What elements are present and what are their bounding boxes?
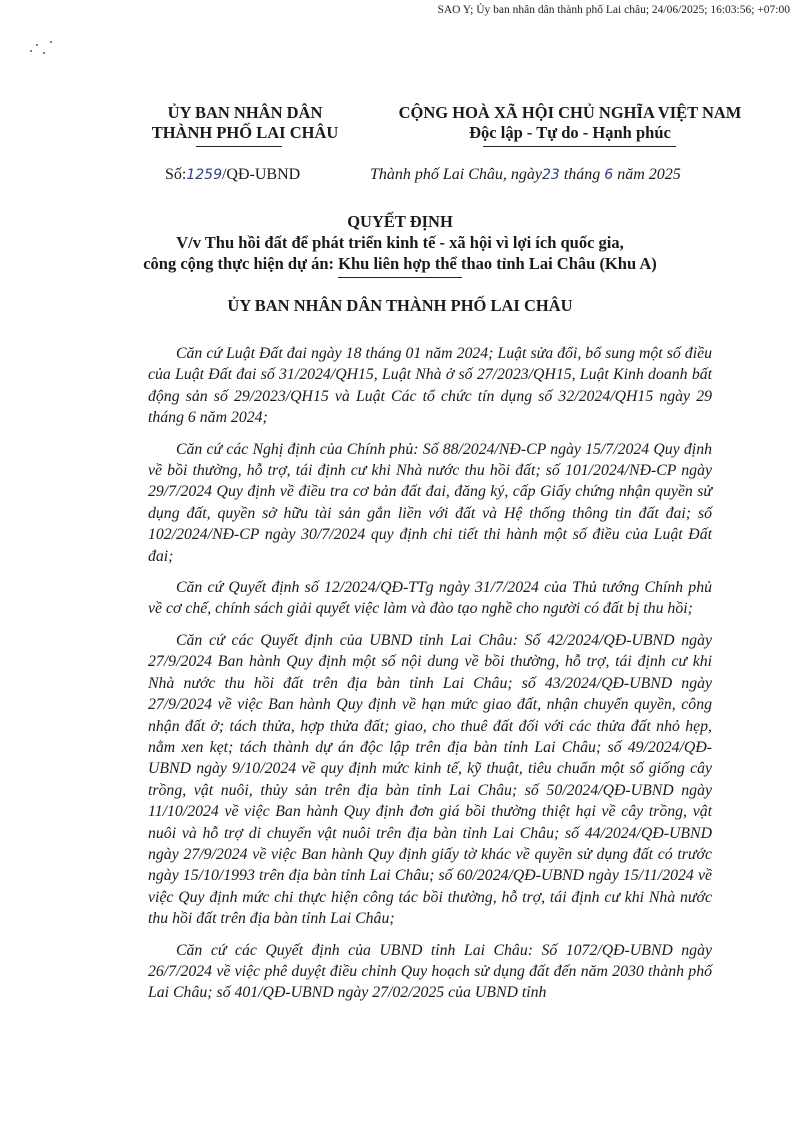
issuer-header [120,103,370,143]
national-header [360,103,780,143]
issuer-line2: THÀNH PHỐ LAI CHÂU [151,123,339,142]
month-label: tháng [563,166,601,183]
title-rule [338,277,462,278]
date-prefix: Thành phố Lai Châu, ngày [370,166,543,183]
document-date [370,166,681,184]
digital-copy-stamp: SAO Y; Ủy ban nhân dân thành phố Lai châu; 24/06/2025; 16:03:56; +07:00 [437,4,790,16]
legal-basis-paragraph: Căn cứ các Nghị định của Chính phủ: Số 88/2024/NĐ-CP ngày 15/7/2024 Quy định về bồi thường, hỗ trợ, tái định cư khi Nhà nước thu hồi đất; số 101/2024/NĐ-CP ngày 29/7/2024 Quy định về điều tra cơ bản đất đai, đăng ký, cấp Giấy chứng nhận quyền sử dụng đất, quyền sở hữu tài sản gắn liền với đất và Hệ thống thông tin đất đai; số 102/2024/NĐ-CP ngày 30/7/2024 quy định chi tiết thi hành một số điều của Luật Đất đai; [148,440,712,565]
document-subject-line1: V/v Thu hồi đất để phát triển kinh tế - xã hội vì lợi ích quốc gia, [176,233,624,252]
issuer-line1: ỦY BAN NHÂN DÂN [167,103,323,122]
issuer-underline [196,146,282,147]
nation-line1: CỘNG HOÀ XÃ HỘI CHỦ NGHĨA VIỆT NAM [398,103,742,122]
document-number [165,166,300,184]
doc-number-prefix: Số: [165,166,187,183]
document-subject-line2: công cộng thực hiện dự án: Khu liên hợp thể thao tỉnh Lai Châu (Khu A) [143,254,657,273]
handwritten-day: 23 [542,167,560,183]
document-title: QUYẾT ĐỊNH [347,212,453,231]
issuing-authority: ỦY BAN NHÂN DÂN THÀNH PHỐ LAI CHÂU [227,296,573,315]
legal-basis-paragraph: Căn cứ Quyết định số 12/2024/QĐ-TTg ngày 31/7/2024 của Thủ tướng Chính phủ về cơ chế, chính sách giải quyết việc làm và đào tạo nghề cho người có đất bị thu hồi; [148,579,712,618]
handwritten-month: 6 [604,167,614,183]
scan-speckles [28,38,58,58]
nation-motto: Độc lập - Tự do - Hạnh phúc [469,123,671,142]
doc-number-suffix: /QĐ-UBND [221,166,301,183]
year-label: năm 2025 [617,166,681,183]
legal-basis-paragraph: Căn cứ Luật Đất đai ngày 18 tháng 01 năm 2024; Luật sửa đổi, bổ sung một số điều của Luật Đất đai số 31/2024/QH15, Luật Nhà ở số 27/2023/QH15, Luật Kinh doanh bất động sản số 29/2023/QH15 và Luật Các tổ chức tín dụng số 32/2024/QH15 ngày 29 tháng 6 năm 2024; [148,345,712,427]
motto-underline [483,146,676,147]
document-body [148,343,712,1014]
legal-basis-paragraph: Căn cứ các Quyết định của UBND tỉnh Lai Châu: Số 42/2024/QĐ-UBND ngày 27/9/2024 Ban hành Quy định một số nội dung về bồi thường, hỗ trợ, tái định cư khi Nhà nước thu hồi đất trên địa bàn tỉnh Lai Châu; số 43/2024/QĐ-UBND ngày 27/9/2024 về việc Ban hành Quy định về hạn mức giao đất, nhận chuyển quyền, công nhận đất ở; tách thửa, hợp thửa đất; giao, cho thuê đất đối với các thửa đất nhỏ hẹp, nằm xen kẹt; tách thành dự án độc lập trên địa bàn tỉnh Lai Châu; số 49/2024/QĐ-UBND ngày 9/10/2024 về quy định mức kinh tế, kỹ thuật, tiêu chuẩn một số giống cây trồng, vật nuôi, thủy sản trên địa bàn tỉnh Lai Châu; số 50/2024/QĐ-UBND ngày 11/10/2024 về việc Ban hành Quy định đơn giá bồi thường thiệt hại về cây trồng, vật nuôi và hỗ trợ di chuyển vật nuôi trên địa bàn tỉnh Lai Châu; số 44/2024/QĐ-UBND ngày 27/9/2024 về việc Ban hành Quy định giấy tờ khác về quyền sử dụng đất có trước ngày 15/10/1993 trên địa bàn tỉnh Lai Châu; số 60/2024/QĐ-UBND ngày 15/11/2024 về việc Quy định mức chi thực hiện công tác bồi thường, hỗ trợ, tái định cư khi Nhà nước thu hồi đất trên địa bàn tỉnh Lai Châu; [148,631,712,928]
handwritten-number: 1259 [186,167,222,183]
legal-basis-paragraph: Căn cứ các Quyết định của UBND tỉnh Lai Châu: Số 1072/QĐ-UBND ngày 26/7/2024 về việc phê duyệt điều chỉnh Quy hoạch sử dụng đất đến năm 2030 thành phố Lai Châu; số 401/QĐ-UBND ngày 27/02/2025 của UBND tỉnh [148,941,712,1002]
